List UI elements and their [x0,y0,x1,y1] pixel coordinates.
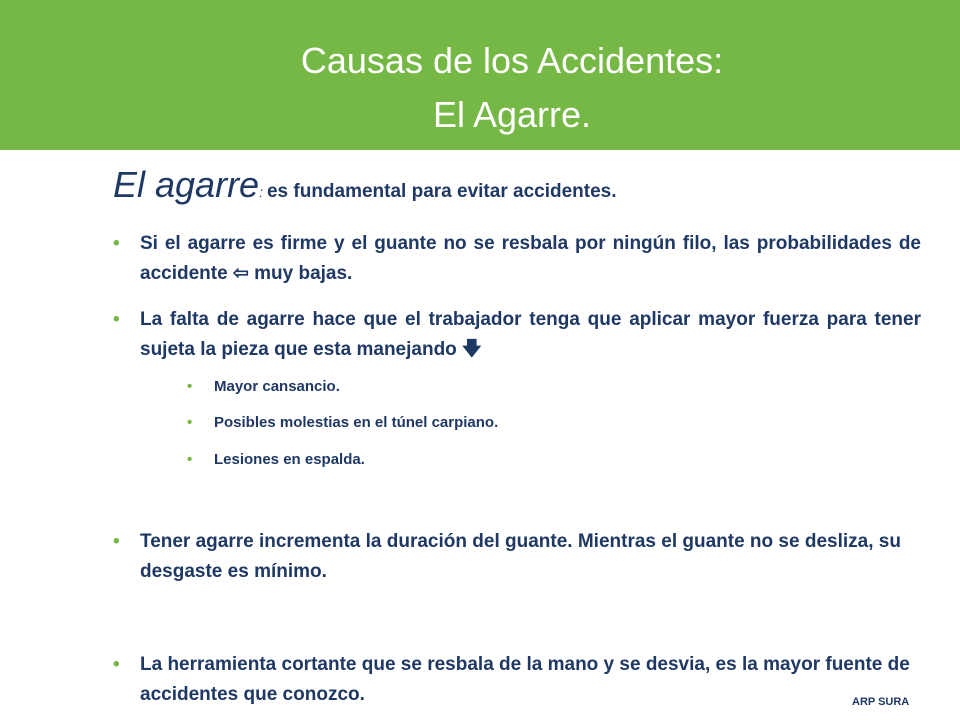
lead-text: es fundamental para evitar accidentes. [266,181,617,202]
bullet-text: Tener agarre incrementa la duración del guante. Mientras el guante no se desliza, su desgaste es mínimo. [140,531,901,582]
sub-bullet-dot-icon: • [187,414,193,431]
title-banner [0,0,960,150]
bullet-text: La herramienta cortante que se resbala de la mano y se desvia, es la mayor fuente de accidentes que conozco. [140,654,910,705]
bullet-text: Si el agarre es firme y el guante no se resbala por ningún filo, las probabilidades de accidente ⇦ muy bajas. [140,233,921,284]
bullet-text: La falta de agarre hace que el trabajador tenga que aplicar mayor fuerza para tener sujeta la pieza que esta manejando 🡇 [140,309,921,360]
sub-bullet-text: Posibles molestias en el túnel carpiano. [214,414,499,431]
footer-label: ARP SURA [852,696,910,708]
bullet-dot-icon: • [113,654,120,675]
bullet-item [113,229,921,289]
sub-bullet-item [187,450,365,470]
lead-term: El agarre [113,164,260,205]
slide-title-line-1: Causas de los Accidentes: [300,40,724,81]
bullet-dot-icon: • [113,531,120,552]
lead-colon: : [259,184,263,200]
sub-bullet-text: Mayor cansancio. [214,378,340,395]
lead-sentence [113,164,617,206]
bullet-item [113,650,921,710]
bullet-dot-icon: • [113,233,120,254]
sub-bullet-item [187,377,340,397]
sub-bullet-text: Lesiones en espalda. [214,451,365,468]
bullet-dot-icon: • [113,309,120,330]
bullet-item [113,305,921,365]
sub-bullet-item [187,413,498,433]
sub-bullet-dot-icon: • [187,378,193,395]
bullet-item [113,527,921,587]
slide-title-line-2: El Agarre. [432,94,592,135]
sub-bullet-dot-icon: • [187,451,193,468]
